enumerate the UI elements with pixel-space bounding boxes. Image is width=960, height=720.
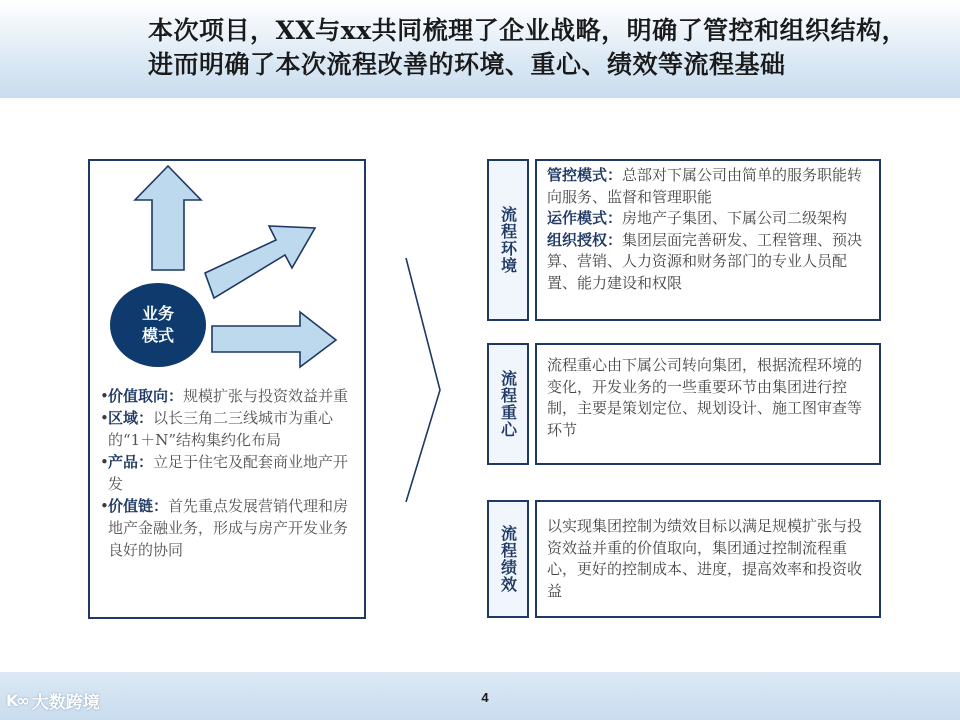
bullet-text: 规模扩张与投资效益并重 xyxy=(183,387,349,405)
business-mode-circle xyxy=(110,283,206,367)
business-mode-label: 业务模式 xyxy=(141,304,174,345)
label-process-focus xyxy=(487,343,529,465)
item-text: 房地产子集团、下属公司二级架构 xyxy=(622,209,848,227)
label-process-performance xyxy=(487,500,529,618)
performance-text: 以实现集团控制为绩效目标以满足规模扩张与投资效益并重的价值取向，集团通过控制流程重心，更好的控制成本、进度，提高效率和投资收益 xyxy=(547,517,863,600)
section-label: 流程重心 xyxy=(498,370,518,438)
item-key: 运作模式： xyxy=(547,209,623,227)
environment-item xyxy=(547,230,869,295)
bullet-key: 价值取向： xyxy=(108,387,184,405)
desc-process-environment xyxy=(535,159,881,321)
bullet-text: 立足于住宅及配套商业地产开发 xyxy=(108,453,349,493)
business-mode-bullets xyxy=(100,385,362,561)
bullet-key: 产品： xyxy=(108,453,154,471)
right-arrow-icon xyxy=(212,312,336,367)
item-key: 组织授权： xyxy=(547,230,623,249)
watermark-logo xyxy=(6,688,100,713)
up-arrow-icon xyxy=(135,166,201,270)
title-line-1: 本次项目，XX与xx共同梳理了企业战略，明确了管控和组织结构， xyxy=(148,16,908,45)
bullet-value-orientation: • 价值取向：规模扩张与投资效益并重 xyxy=(100,387,349,405)
bullet-key: 区域： xyxy=(108,409,154,427)
bullet-product: • 产品：立足于住宅及配套商业地产开发 xyxy=(100,453,349,493)
logo-icon: K∞ xyxy=(6,691,28,710)
item-key: 管控模式： xyxy=(547,166,623,184)
chevron-right-icon xyxy=(404,256,444,506)
item-text: 总部对下属公司由简单的服务职能转向服务、监督和管理职能 xyxy=(547,166,863,206)
environment-item xyxy=(547,165,869,208)
logo-text: 大数跨境 xyxy=(31,693,100,713)
environment-item xyxy=(547,208,869,230)
bullet-text: 以长三角二三线城市为重心的“1＋N”结构集约化布局 xyxy=(108,409,334,449)
label-process-environment xyxy=(487,159,529,321)
diagonal-arrow-icon xyxy=(205,226,315,298)
bullet-key: 价值链： xyxy=(108,497,169,515)
desc-process-performance xyxy=(535,500,881,618)
bullet-value-chain: • 价值链：首先重点发展营销代理和房地产金融业务，形成与房产开发业务良好的协同 xyxy=(100,497,349,559)
desc-process-focus xyxy=(535,343,881,465)
bullet-text: 首先重点发展营销代理和房地产金融业务，形成与房产开发业务良好的协同 xyxy=(108,497,349,559)
page-number: 4 xyxy=(481,690,489,705)
section-label: 流程绩效 xyxy=(498,525,518,593)
focus-text: 流程重心由下属公司转向集团，根据流程环境的变化，开发业务的一些重要环节由集团进行控制，主要是策划定位、规划设计、施工图审查等环节 xyxy=(547,356,863,439)
section-label: 流程环境 xyxy=(498,206,518,274)
item-text: 集团层面完善研发、工程管理、预决算、营销、人力资源和财务部门的专业人员配置、能力建设和权限 xyxy=(547,230,863,292)
bullet-region: • 区域：以长三角二三线城市为重心的“1＋N”结构集约化布局 xyxy=(100,409,334,449)
title-line-2: 进而明确了本次流程改善的环境、重心、绩效等流程基础 xyxy=(148,50,786,79)
